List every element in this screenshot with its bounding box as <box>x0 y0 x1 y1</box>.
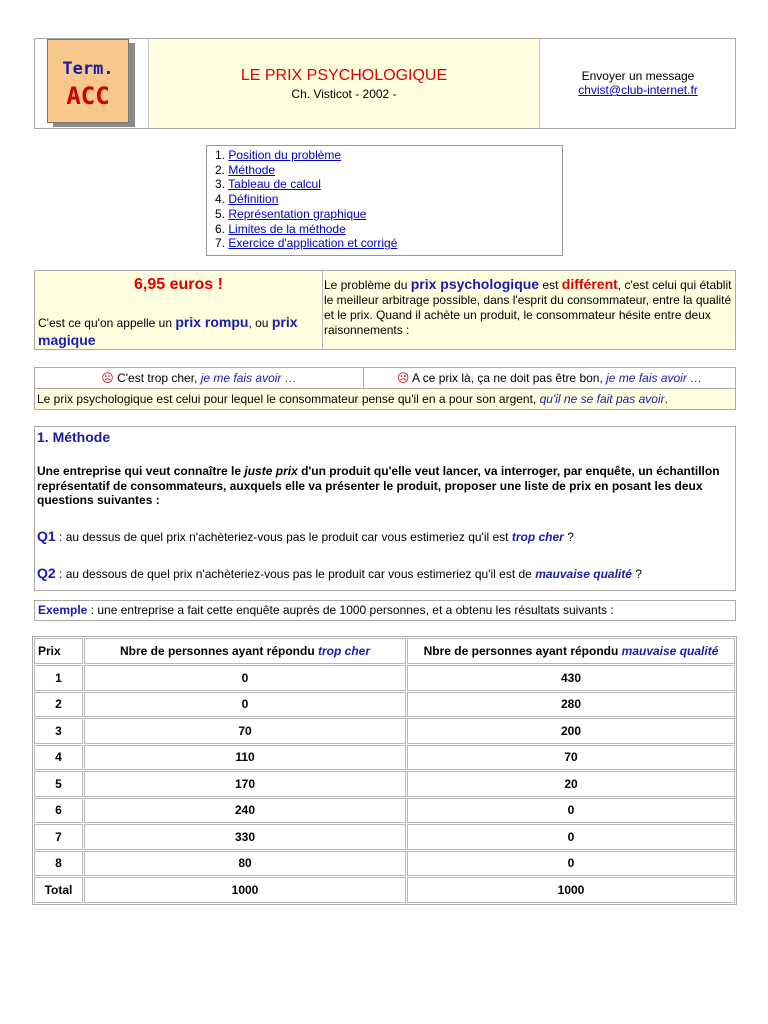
cell-trop-cher: 1000 <box>84 877 406 903</box>
frown-icon: ☹ <box>101 371 114 385</box>
rompu-text-a: C'est ce qu'on appelle un <box>38 316 176 330</box>
cell-prix: 5 <box>34 771 83 797</box>
cell-mauvaise-qualite: 200 <box>407 718 735 744</box>
q1-end: ? <box>563 530 574 544</box>
reasoning-1-italic: je me fais avoir … <box>200 371 297 385</box>
toc-link-representation[interactable]: Représentation graphique <box>228 206 367 221</box>
toc-item <box>215 236 562 251</box>
q2-italic: mauvaise qualité <box>535 567 632 581</box>
page-title: LE PRIX PSYCHOLOGIQUE <box>240 67 448 84</box>
toc-num: 1. <box>215 148 226 162</box>
reasonings-section <box>34 367 736 410</box>
psychological-price-definition <box>35 389 735 409</box>
intro-right <box>323 271 735 349</box>
toc-item <box>215 163 562 178</box>
table-row <box>34 692 735 718</box>
juste-prix-term: juste prix <box>244 464 298 478</box>
toc-link-definition[interactable]: Définition <box>228 192 279 207</box>
cell-prix: Total <box>34 877 83 903</box>
table-row <box>34 718 735 744</box>
prix-magique-term: prix magique <box>38 314 298 348</box>
cell-trop-cher: 0 <box>84 692 406 718</box>
toc-link-tableau[interactable]: Tableau de calcul <box>228 177 321 192</box>
cell-trop-cher: 80 <box>84 851 406 877</box>
cell-prix: 4 <box>34 745 83 771</box>
reasoning-2-text: A ce prix là, ça ne doit pas être bon, <box>409 371 607 385</box>
header-prix: Prix <box>34 638 83 664</box>
methode-text <box>37 464 731 508</box>
q2-text: : au dessous de quel prix n'achèteriez-vous pas le produit car vous estimeriez qu'il est de <box>55 567 536 581</box>
table-body <box>34 665 735 903</box>
intro-section <box>34 270 736 350</box>
page-subtitle: Ch. Visticot - 2002 - <box>291 87 397 101</box>
cell-mauvaise-qualite: 20 <box>407 771 735 797</box>
cell-mauvaise-qualite: 280 <box>407 692 735 718</box>
survey-results-table <box>32 636 737 905</box>
cell-trop-cher: 0 <box>84 665 406 691</box>
toc-link-methode[interactable]: Méthode <box>228 162 276 177</box>
cell-mauvaise-qualite: 0 <box>407 851 735 877</box>
frown-icon: ☹ <box>396 371 410 385</box>
page-header <box>34 38 736 129</box>
table-row <box>34 745 735 771</box>
header-col2-italic: trop cher <box>318 644 371 658</box>
methode-section <box>34 426 736 591</box>
toc-link-exercice[interactable]: Exercice d'application et corrigé <box>228 236 398 251</box>
definition-italic: qu'il ne se fait pas avoir <box>539 392 665 406</box>
toc-link-position[interactable]: Position du problème <box>228 148 342 162</box>
toc-num: 4. <box>215 192 226 207</box>
methode-text-a: Une entreprise qui veut connaître le <box>37 464 245 478</box>
definition-end: . <box>664 392 668 406</box>
price-example: 6,95 euros ! <box>134 276 223 293</box>
cell-trop-cher: 330 <box>84 824 406 850</box>
q1-italic: trop cher <box>511 530 564 544</box>
reasoning-2-italic: je me fais avoir … <box>606 371 703 385</box>
toc-link-limites[interactable]: Limites de la méthode <box>228 221 346 236</box>
cell-mauvaise-qualite: 1000 <box>407 877 735 903</box>
cell-prix: 8 <box>34 851 83 877</box>
contact-cell <box>540 39 736 128</box>
header-mauvaise-qualite <box>407 638 735 664</box>
cell-trop-cher: 70 <box>84 718 406 744</box>
q2-end: ? <box>631 567 642 581</box>
table-row <box>34 877 735 903</box>
logo-line-1: Term. <box>62 59 114 79</box>
toc-num: 5. <box>215 206 226 221</box>
table-row <box>34 824 735 850</box>
cell-mauvaise-qualite: 0 <box>407 798 735 824</box>
cell-prix: 2 <box>34 692 83 718</box>
intro-left <box>35 271 323 349</box>
intro-text-a: Le problème du <box>324 278 411 292</box>
reasoning-too-cheap <box>364 368 735 389</box>
q2-label: Q2 <box>37 565 56 581</box>
toc-num: 2. <box>215 162 226 177</box>
cell-prix: 7 <box>34 824 83 850</box>
toc-num: 7. <box>215 236 226 251</box>
different-term: différent <box>561 276 618 292</box>
toc-item <box>215 177 562 192</box>
cell-trop-cher: 170 <box>84 771 406 797</box>
exemple-text: : une entreprise a fait cette enquête auprès de 1000 personnes, et a obtenu les résultats suivants : <box>87 603 614 617</box>
q1-text: : au dessus de quel prix n'achèteriez-vous pas le produit car vous estimeriez qu'il est <box>55 530 512 544</box>
rompu-text-c: , ou <box>248 316 272 330</box>
prix-rompu-term: prix rompu <box>175 314 249 330</box>
logo <box>47 39 129 123</box>
toc-item <box>215 222 562 237</box>
cell-mauvaise-qualite: 70 <box>407 745 735 771</box>
title-cell <box>149 39 540 128</box>
question-1 <box>37 528 574 544</box>
q1-label: Q1 <box>37 528 56 544</box>
logo-cell <box>35 39 149 128</box>
cell-prix: 3 <box>34 718 83 744</box>
exemple-box <box>34 600 736 621</box>
methode-heading: 1. Méthode <box>37 429 111 445</box>
cell-mauvaise-qualite: 430 <box>407 665 735 691</box>
toc-item <box>215 192 562 207</box>
methode-text-c: d'un produit qu'elle veut lancer, va interroger, par enquête, un échantillon représentatif de consommateurs, auxquels elle va présenter le produit, proposer une liste de prix en posant les deux questions suivantes : <box>37 464 720 507</box>
cell-trop-cher: 240 <box>84 798 406 824</box>
table-row <box>34 771 735 797</box>
table-row <box>34 851 735 877</box>
cell-trop-cher: 110 <box>84 745 406 771</box>
toc-item <box>215 207 562 222</box>
header-trop-cher <box>84 638 406 664</box>
question-2 <box>37 565 642 581</box>
reasoning-too-expensive <box>35 368 364 389</box>
header-col3-italic: mauvaise qualité <box>621 644 719 658</box>
intro-text-c: est <box>539 278 562 292</box>
header-col2-text: Nbre de personnes ayant répondu <box>119 644 319 658</box>
contact-email-link[interactable]: chvist@club-internet.fr <box>578 83 698 97</box>
header-col3-text: Nbre de personnes ayant répondu <box>423 644 622 658</box>
reasoning-1-text: C'est trop cher, <box>113 371 201 385</box>
table-row <box>34 798 735 824</box>
toc-num: 3. <box>215 177 226 192</box>
exemple-label: Exemple <box>38 603 88 617</box>
cell-prix: 6 <box>34 798 83 824</box>
intro-text-e: , c'est celui qui établit le meilleur arbitrage possible, dans l'esprit du consommateur, entre la qualité et le prix. Quand il achète un produit, le consommateur hésite entre deux raisonnements : <box>324 278 732 337</box>
cell-prix: 1 <box>34 665 83 691</box>
table-of-contents <box>206 145 563 256</box>
toc-num: 6. <box>215 221 226 236</box>
table-header-row <box>34 638 735 664</box>
table-row <box>34 665 735 691</box>
toc-item <box>215 148 562 163</box>
prix-psychologique-term: prix psychologique <box>410 276 540 292</box>
contact-label: Envoyer un message <box>581 69 695 83</box>
prix-rompu-text <box>38 314 322 350</box>
definition-text: Le prix psychologique est celui pour lequel le consommateur pense qu'il en a pour son argent, <box>37 392 540 406</box>
cell-mauvaise-qualite: 0 <box>407 824 735 850</box>
logo-line-2: ACC <box>66 82 110 110</box>
